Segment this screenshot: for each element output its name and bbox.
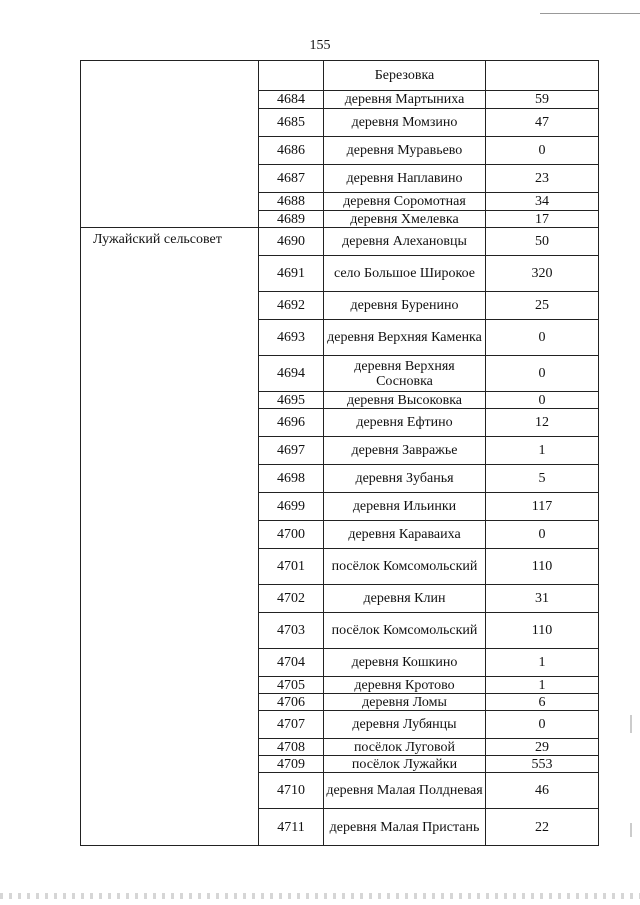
population-cell: 31 bbox=[486, 585, 599, 613]
settlement-name-cell: деревня Малая Полдневая bbox=[324, 773, 486, 809]
settlement-number-cell: 4685 bbox=[259, 109, 324, 137]
scan-side-mark bbox=[630, 823, 632, 837]
settlement-name-cell: деревня Зубанья bbox=[324, 465, 486, 493]
population-cell: 25 bbox=[486, 292, 599, 320]
settlement-name-cell: деревня Мартыниха bbox=[324, 91, 486, 109]
settlement-name-cell: деревня Муравьево bbox=[324, 137, 486, 165]
scan-top-rule bbox=[540, 13, 640, 14]
population-cell: 0 bbox=[486, 711, 599, 739]
settlement-name-cell: деревня Верхняя Сосновка bbox=[324, 356, 486, 392]
population-cell: 110 bbox=[486, 549, 599, 585]
population-cell: 17 bbox=[486, 211, 599, 228]
settlement-number-cell: 4694 bbox=[259, 356, 324, 392]
population-cell bbox=[486, 61, 599, 91]
scan-side-mark bbox=[630, 715, 632, 733]
settlement-number-cell: 4691 bbox=[259, 256, 324, 292]
settlement-name-cell: деревня Алехановцы bbox=[324, 228, 486, 256]
settlement-number-cell: 4709 bbox=[259, 756, 324, 773]
population-cell: 0 bbox=[486, 137, 599, 165]
settlement-number-cell: 4696 bbox=[259, 409, 324, 437]
population-cell: 22 bbox=[486, 809, 599, 846]
scan-bottom-edge bbox=[0, 893, 640, 899]
settlement-number-cell: 4702 bbox=[259, 585, 324, 613]
district-cell: Лужайский сельсовет bbox=[81, 228, 259, 846]
population-cell: 46 bbox=[486, 773, 599, 809]
population-cell: 34 bbox=[486, 193, 599, 211]
settlement-name-cell: деревня Хмелевка bbox=[324, 211, 486, 228]
table-row bbox=[81, 228, 599, 256]
settlement-name-cell: деревня Лубянцы bbox=[324, 711, 486, 739]
settlement-name-cell: деревня Высоковка bbox=[324, 392, 486, 409]
settlement-number-cell: 4703 bbox=[259, 613, 324, 649]
population-cell: 23 bbox=[486, 165, 599, 193]
population-cell: 553 bbox=[486, 756, 599, 773]
population-cell: 0 bbox=[486, 320, 599, 356]
settlement-name-cell: село Большое Широкое bbox=[324, 256, 486, 292]
settlement-number-cell bbox=[259, 61, 324, 91]
settlement-number-cell: 4690 bbox=[259, 228, 324, 256]
settlement-number-cell: 4686 bbox=[259, 137, 324, 165]
settlement-name-cell: посёлок Луговой bbox=[324, 739, 486, 756]
settlement-name-cell: деревня Верхняя Каменка bbox=[324, 320, 486, 356]
settlement-number-cell: 4708 bbox=[259, 739, 324, 756]
population-cell: 1 bbox=[486, 437, 599, 465]
population-cell: 0 bbox=[486, 521, 599, 549]
settlement-name-cell: деревня Буренино bbox=[324, 292, 486, 320]
settlement-name-cell: деревня Ильинки bbox=[324, 493, 486, 521]
population-cell: 110 bbox=[486, 613, 599, 649]
settlement-number-cell: 4704 bbox=[259, 649, 324, 677]
population-cell: 117 bbox=[486, 493, 599, 521]
settlement-number-cell: 4692 bbox=[259, 292, 324, 320]
settlement-name-cell: деревня Клин bbox=[324, 585, 486, 613]
settlement-number-cell: 4695 bbox=[259, 392, 324, 409]
settlement-table bbox=[80, 60, 599, 846]
settlement-number-cell: 4701 bbox=[259, 549, 324, 585]
population-cell: 29 bbox=[486, 739, 599, 756]
settlement-name-cell: деревня Наплавино bbox=[324, 165, 486, 193]
settlement-number-cell: 4700 bbox=[259, 521, 324, 549]
settlement-table-body bbox=[81, 61, 599, 846]
settlement-name-cell: Березовка bbox=[324, 61, 486, 91]
settlement-number-cell: 4684 bbox=[259, 91, 324, 109]
settlement-name-cell: деревня Кротово bbox=[324, 677, 486, 694]
population-cell: 47 bbox=[486, 109, 599, 137]
settlement-name-cell: деревня Завражье bbox=[324, 437, 486, 465]
settlement-name-cell: деревня Соромотная bbox=[324, 193, 486, 211]
settlement-number-cell: 4706 bbox=[259, 694, 324, 711]
settlement-number-cell: 4697 bbox=[259, 437, 324, 465]
population-cell: 0 bbox=[486, 392, 599, 409]
population-cell: 12 bbox=[486, 409, 599, 437]
table-row bbox=[81, 61, 599, 91]
settlement-number-cell: 4688 bbox=[259, 193, 324, 211]
settlement-number-cell: 4707 bbox=[259, 711, 324, 739]
settlement-number-cell: 4710 bbox=[259, 773, 324, 809]
settlement-name-cell: деревня Ломы bbox=[324, 694, 486, 711]
settlement-number-cell: 4693 bbox=[259, 320, 324, 356]
settlement-name-cell: деревня Момзино bbox=[324, 109, 486, 137]
population-cell: 1 bbox=[486, 649, 599, 677]
settlement-number-cell: 4689 bbox=[259, 211, 324, 228]
settlement-name-cell: посёлок Комсомольский bbox=[324, 549, 486, 585]
settlement-name-cell: посёлок Лужайки bbox=[324, 756, 486, 773]
settlement-number-cell: 4699 bbox=[259, 493, 324, 521]
population-cell: 1 bbox=[486, 677, 599, 694]
population-cell: 0 bbox=[486, 356, 599, 392]
settlement-number-cell: 4687 bbox=[259, 165, 324, 193]
population-cell: 6 bbox=[486, 694, 599, 711]
settlement-number-cell: 4711 bbox=[259, 809, 324, 846]
page-number: 155 bbox=[309, 38, 331, 53]
settlement-name-cell: деревня Ефтино bbox=[324, 409, 486, 437]
settlement-number-cell: 4698 bbox=[259, 465, 324, 493]
population-cell: 320 bbox=[486, 256, 599, 292]
settlement-name-cell: деревня Малая Пристань bbox=[324, 809, 486, 846]
district-cell bbox=[81, 61, 259, 228]
settlement-name-cell: деревня Караваиха bbox=[324, 521, 486, 549]
settlement-name-cell: деревня Кошкино bbox=[324, 649, 486, 677]
population-cell: 5 bbox=[486, 465, 599, 493]
settlement-number-cell: 4705 bbox=[259, 677, 324, 694]
population-cell: 59 bbox=[486, 91, 599, 109]
population-cell: 50 bbox=[486, 228, 599, 256]
settlement-name-cell: посёлок Комсомольский bbox=[324, 613, 486, 649]
